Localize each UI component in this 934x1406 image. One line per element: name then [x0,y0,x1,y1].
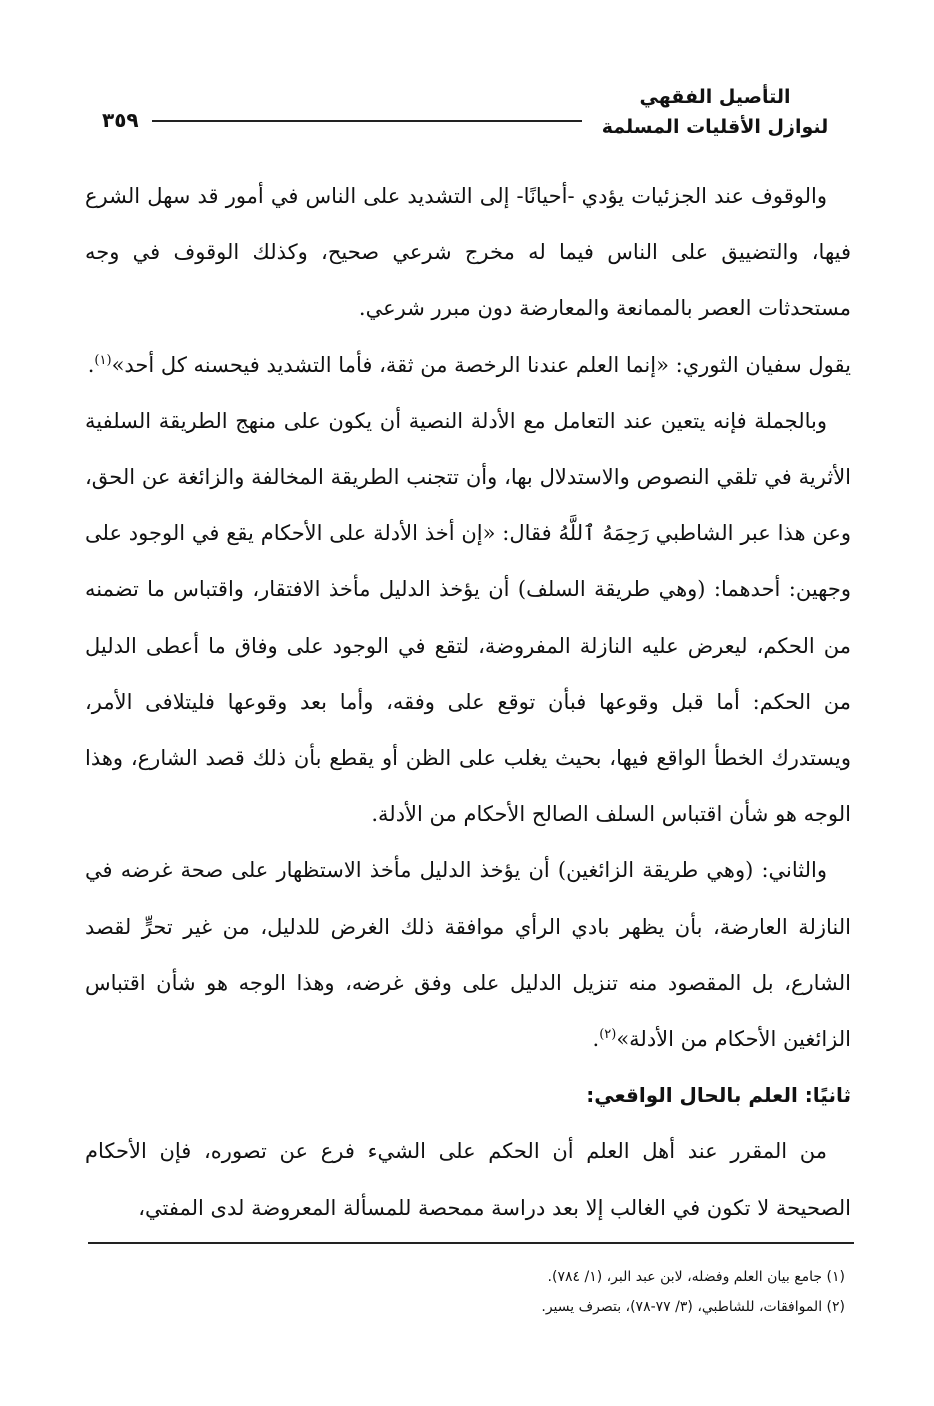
page-number: ٣٥٩ [102,108,139,132]
footnote-ref-2[interactable]: (٢) [599,1027,617,1043]
footnote-2: (٢) الموافقات، للشاطبي، (٣/ ٧٧-٧٨)، بتصرف يسير. [541,1299,845,1315]
paragraph-5: من المقرر عند أهل العلم أن الحكم على الشيء فرع عن تصوره، فإن الأحكام الصحيحة لا تكون في الغالب إلا بعد دراسة ممحصة للمسألة المعروضة لدى المفتي، [85,1139,851,1220]
body-text [85,168,851,1236]
running-header [92,82,840,152]
running-title-line-1: التأصيل الفقهي [639,86,791,108]
paragraph-4: والثاني: (وهي طريقة الزائغين) أن يؤخذ الدليل مأخذ الاستظهار على صحة غرضه في النازلة العارضة، بأن يظهر بادي الرأي موافقة ذلك الغرض للدليل، من غير تحرٍّ لقصد الشارع، بل المقصود منه تنزيل الدليل على وفق غرضه، وهذا الوجه هو شأن اقتباس الزائغين الأحكام من الأدلة»$^{(٢)}$. [85,858,851,1052]
footnote-separator [88,1242,854,1244]
section-heading: ثانيًا: العلم بالحال الواقعي: [586,1083,851,1108]
paragraph-4-text: والثاني: (وهي طريقة الزائغين) أن يؤخذ الدليل مأخذ الاستظهار على صحة غرضه في النازلة العارضة، بأن يظهر بادي الرأي موافقة ذلك الغرض للدليل، من غير تحرٍّ لقصد الشارع، بل المقصود منه تنزيل الدليل على وفق غرضه، وهذا الوجه هو شأن اقتباس الزائغين الأحكام من الأدلة» [85,858,851,1052]
running-title-line-2: لنوازل الأقليات المسلمة [601,116,829,138]
paragraph-1: والوقوف عند الجزئيات يؤدي -أحيانًا- إلى التشديد على الناس في أمور قد سهل الشرع فيها، والتضييق على الناس فيما له مخرج شرعي صحيح، وكذلك الوقوف في وجه مستحدثات العصر بالممانعة والمعارضة دون مبرر شرعي. [85,184,851,321]
running-title [590,82,840,142]
paragraph-2-text: يقول سفيان الثوري: «إنما العلم عندنا الرخصة من ثقة، فأما التشديد فيحسنه كل أحد» [111,352,851,377]
footnote-ref-1[interactable]: (١) [94,352,112,368]
paragraph-2: يقول سفيان الثوري: «إنما العلم عندنا الرخصة من ثقة، فأما التشديد فيحسنه كل أحد»$^{(١)}$. [87,352,851,377]
footnotes [85,1262,845,1322]
header-rule [152,120,582,122]
paragraph-3: وبالجملة فإنه يتعين عند التعامل مع الأدلة النصية أن يكون على منهج الطريقة السلفية الأثرية في تلقي النصوص والاستدلال بها، وأن تتجنب الطريقة المخالفة والزائغة عن الحق، وعن هذا عبر الشاطبي رَحِمَهُ ٱللَّهُ فقال: «إن أخذ الأدلة على الأحكام يقع في الوجود على وجهين: أحدهما: (وهي طريقة السلف) أن يؤخذ الدليل مأخذ الافتقار، واقتباس ما تضمنه من الحكم، ليعرض عليه النازلة المفروضة، لتقع في الوجود على وفاق ما أعطى الدليل من الحكم: أما قبل وقوعها فبأن توقع على وفقه، وأما بعد وقوعها فليتلافى الأمر، ويستدرك الخطأ الواقع فيها، بحيث يغلب على الظن أو يقطع بأن ذلك قصد الشارع، وهذا الوجه هو شأن اقتباس السلف الصالح الأحكام من الأدلة. [85,408,851,827]
footnote-1: (١) جامع بيان العلم وفضله، لابن عبد البر، (١/ ٧٨٤). [547,1269,845,1285]
